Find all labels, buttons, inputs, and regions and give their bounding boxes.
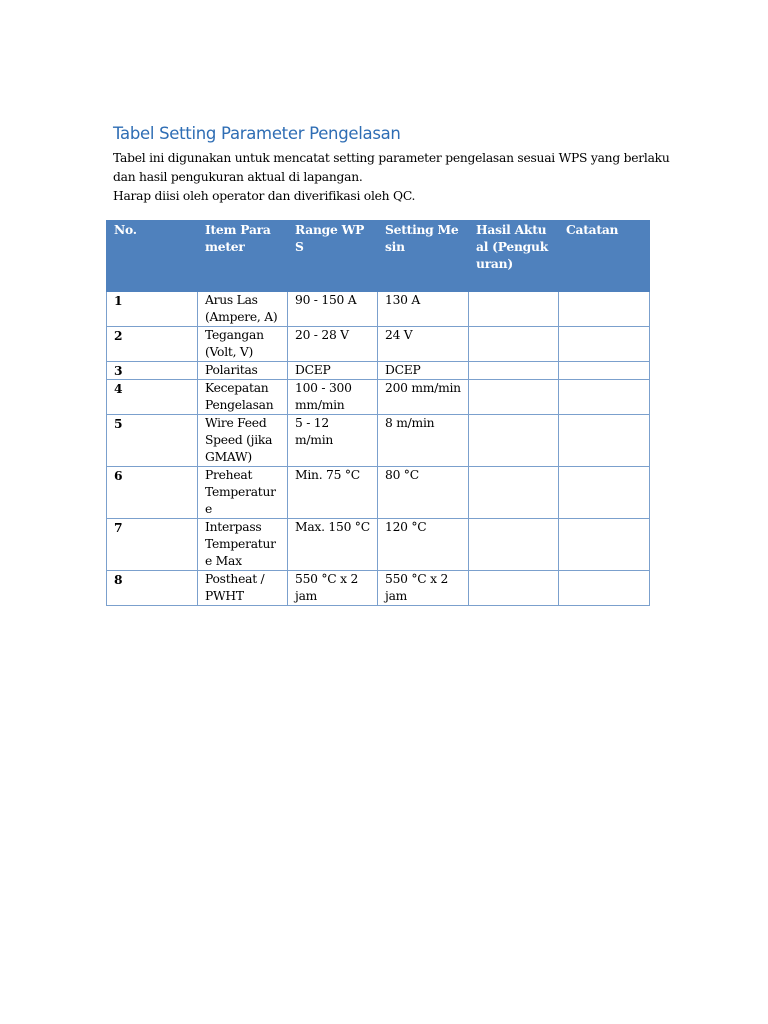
cell-hasil-aktual[interactable] [469, 380, 559, 415]
cell-item-parameter: Postheat / PWHT [198, 571, 288, 606]
table-row [107, 327, 650, 362]
cell-hasil-aktual[interactable] [469, 292, 559, 327]
cell-item-parameter: Preheat Temperature [198, 467, 288, 519]
cell-item-parameter: Polaritas [198, 362, 288, 380]
cell-item-parameter: Kecepatan Pengelasan [198, 380, 288, 415]
cell-hasil-aktual[interactable] [469, 415, 559, 467]
cell-setting-mesin: 120 °C [378, 519, 469, 571]
intro-line: dan hasil pengukuran aktual di lapangan. [113, 170, 363, 184]
parameter-table [106, 220, 650, 606]
cell-setting-mesin: 550 °C x 2 jam [378, 571, 469, 606]
table-row [107, 380, 650, 415]
cell-item-parameter: Wire Feed Speed (jika GMAW) [198, 415, 288, 467]
cell-catatan[interactable] [559, 327, 650, 362]
cell-hasil-aktual[interactable] [469, 362, 559, 380]
cell-hasil-aktual[interactable] [469, 467, 559, 519]
cell-range-wps: 550 °C x 2 jam [288, 571, 378, 606]
cell-no: 1 [107, 292, 198, 327]
table-row [107, 467, 650, 519]
cell-hasil-aktual[interactable] [469, 519, 559, 571]
cell-range-wps: Min. 75 °C [288, 467, 378, 519]
header-catatan: Catatan [559, 221, 650, 292]
cell-no: 3 [107, 362, 198, 380]
cell-setting-mesin: 130 A [378, 292, 469, 327]
cell-setting-mesin: 24 V [378, 327, 469, 362]
cell-catatan[interactable] [559, 571, 650, 606]
header-no: No. [107, 221, 198, 292]
cell-range-wps: 5 - 12 m/min [288, 415, 378, 467]
cell-item-parameter: Interpass Temperature Max [198, 519, 288, 571]
cell-no: 7 [107, 519, 198, 571]
instruction-paragraph: Harap diisi oleh operator dan diverifikasi oleh QC. [113, 189, 416, 203]
cell-no: 4 [107, 380, 198, 415]
cell-setting-mesin: 80 °C [378, 467, 469, 519]
cell-range-wps: 90 - 150 A [288, 292, 378, 327]
intro-line: Tabel ini digunakan untuk mencatat setting parameter pengelasan sesuai WPS yang berlaku [113, 151, 670, 165]
table-row [107, 292, 650, 327]
cell-range-wps: 100 - 300 mm/min [288, 380, 378, 415]
cell-range-wps: 20 - 28 V [288, 327, 378, 362]
cell-no: 8 [107, 571, 198, 606]
table-row [107, 571, 650, 606]
cell-range-wps: Max. 150 °C [288, 519, 378, 571]
cell-catatan[interactable] [559, 380, 650, 415]
header-hasil-aktual: Hasil Aktual (Pengukuran) [469, 221, 559, 292]
cell-catatan[interactable] [559, 519, 650, 571]
cell-catatan[interactable] [559, 292, 650, 327]
intro-paragraph [113, 149, 670, 187]
cell-item-parameter: Tegangan (Volt, V) [198, 327, 288, 362]
cell-setting-mesin: DCEP [378, 362, 469, 380]
cell-hasil-aktual[interactable] [469, 571, 559, 606]
cell-catatan[interactable] [559, 415, 650, 467]
header-range-wps: Range WPS [288, 221, 378, 292]
cell-no: 5 [107, 415, 198, 467]
cell-catatan[interactable] [559, 467, 650, 519]
document-title: Tabel Setting Parameter Pengelasan [113, 124, 401, 143]
header-setting-mesin: Setting Mesin [378, 221, 469, 292]
cell-setting-mesin: 200 mm/min [378, 380, 469, 415]
cell-item-parameter: Arus Las (Ampere, A) [198, 292, 288, 327]
cell-no: 2 [107, 327, 198, 362]
cell-hasil-aktual[interactable] [469, 327, 559, 362]
cell-no: 6 [107, 467, 198, 519]
table-row [107, 415, 650, 467]
table-row [107, 519, 650, 571]
cell-setting-mesin: 8 m/min [378, 415, 469, 467]
cell-range-wps: DCEP [288, 362, 378, 380]
header-item-parameter: Item Parameter [198, 221, 288, 292]
cell-catatan[interactable] [559, 362, 650, 380]
table-row [107, 362, 650, 380]
table-header-row [107, 221, 650, 292]
